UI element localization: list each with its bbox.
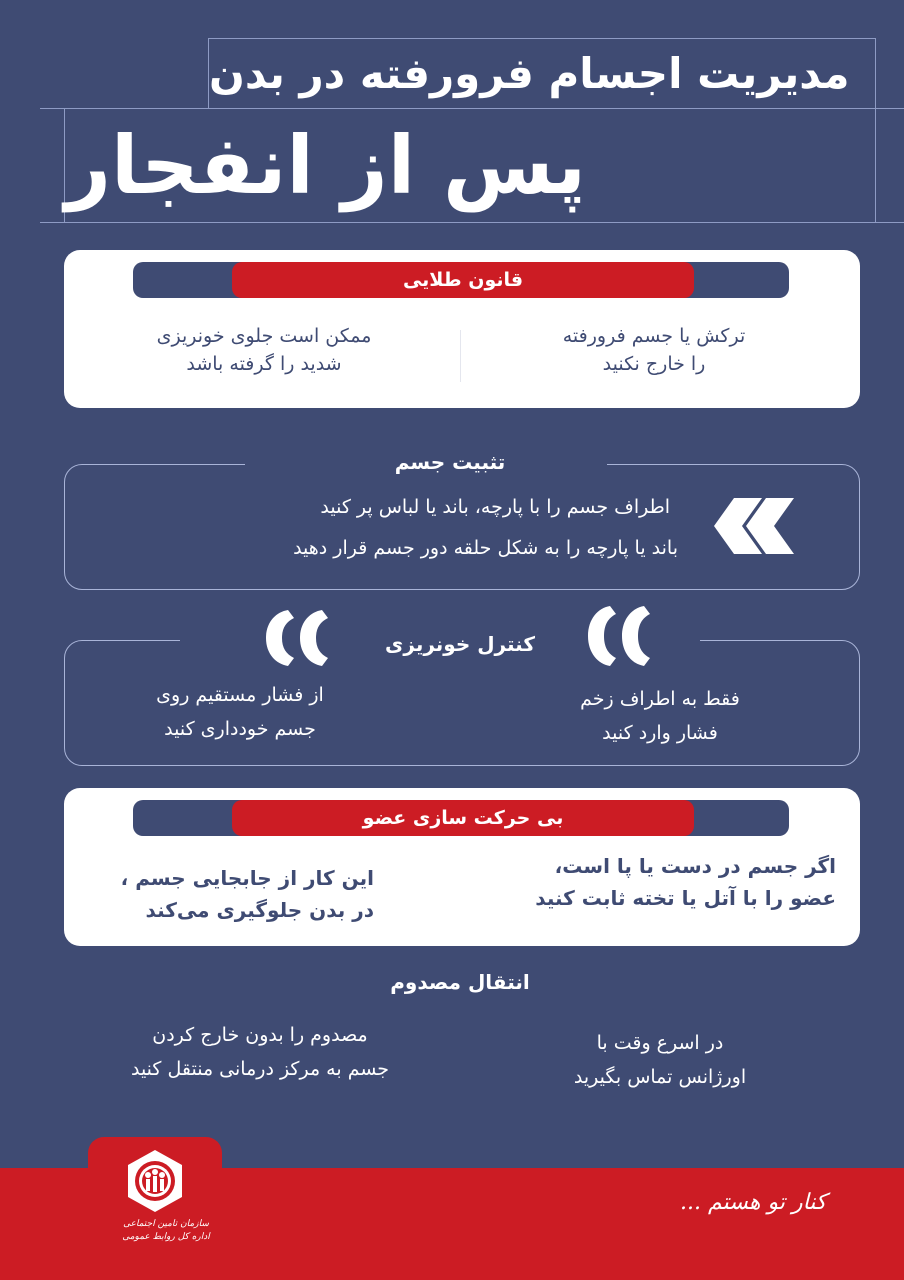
double-chevron-left-icon <box>710 496 800 556</box>
quote-mark-icon <box>584 604 656 668</box>
transfer-left-text: مصدوم را بدون خارج کردن جسم به مرکز درمانی منتقل کنید <box>130 1024 390 1080</box>
golden-rule-right-text: ترکش یا جسم فرورفته را خارج نکنید <box>562 325 746 375</box>
org-name: سازمان تامین اجتماعی اداره کل روابط عمومی <box>122 1219 210 1242</box>
golden-rule-left-text: ممکن است جلوی خونریزی شدید را گرفته باشد <box>156 325 372 375</box>
immobilize-card <box>64 788 860 946</box>
golden-rule-card <box>64 250 860 408</box>
bleeding-left-text: از فشار مستقیم روی جسم خودداری کنید <box>156 684 324 740</box>
social-security-logo-icon <box>124 1148 186 1214</box>
footer-slogan: کنار تو هستم ... <box>680 1190 827 1215</box>
transfer-heading: انتقال مصدوم <box>390 970 530 994</box>
immobilize-heading: بی حرکت سازی عضو <box>232 800 694 836</box>
immobilize-left-text: این کار از جابجایی جسم ، در بدن جلوگیری می‌کند <box>120 866 374 922</box>
stabilize-heading: تثبیت جسم <box>394 450 506 474</box>
quote-mark-icon <box>262 608 334 668</box>
frame-line <box>40 222 904 223</box>
stabilize-line1: اطراف جسم را با پارچه، باند یا لباس پر کنید <box>320 496 670 518</box>
divider <box>460 330 461 382</box>
golden-rule-heading: قانون طلایی <box>232 262 694 298</box>
immobilize-right-text: اگر جسم در دست یا پا است، عضو را با آتل یا تخته ثابت کنید <box>535 854 836 910</box>
page-title-line2: پس از انفجار <box>64 109 876 222</box>
page-title-line1: مدیریت اجسام فرورفته در بدن <box>208 38 876 108</box>
bleeding-heading: کنترل خونریزی <box>385 632 535 656</box>
bleeding-right-text: فقط به اطراف زخم فشار وارد کنید <box>580 688 740 744</box>
stabilize-line2: باند یا پارچه را به شکل حلقه دور جسم قرار دهید <box>293 537 678 559</box>
golden-rule-banner <box>133 262 789 298</box>
immobilize-banner <box>133 800 789 836</box>
transfer-right-text: در اسرع وقت با اورژانس تماس بگیرید <box>573 1032 747 1088</box>
